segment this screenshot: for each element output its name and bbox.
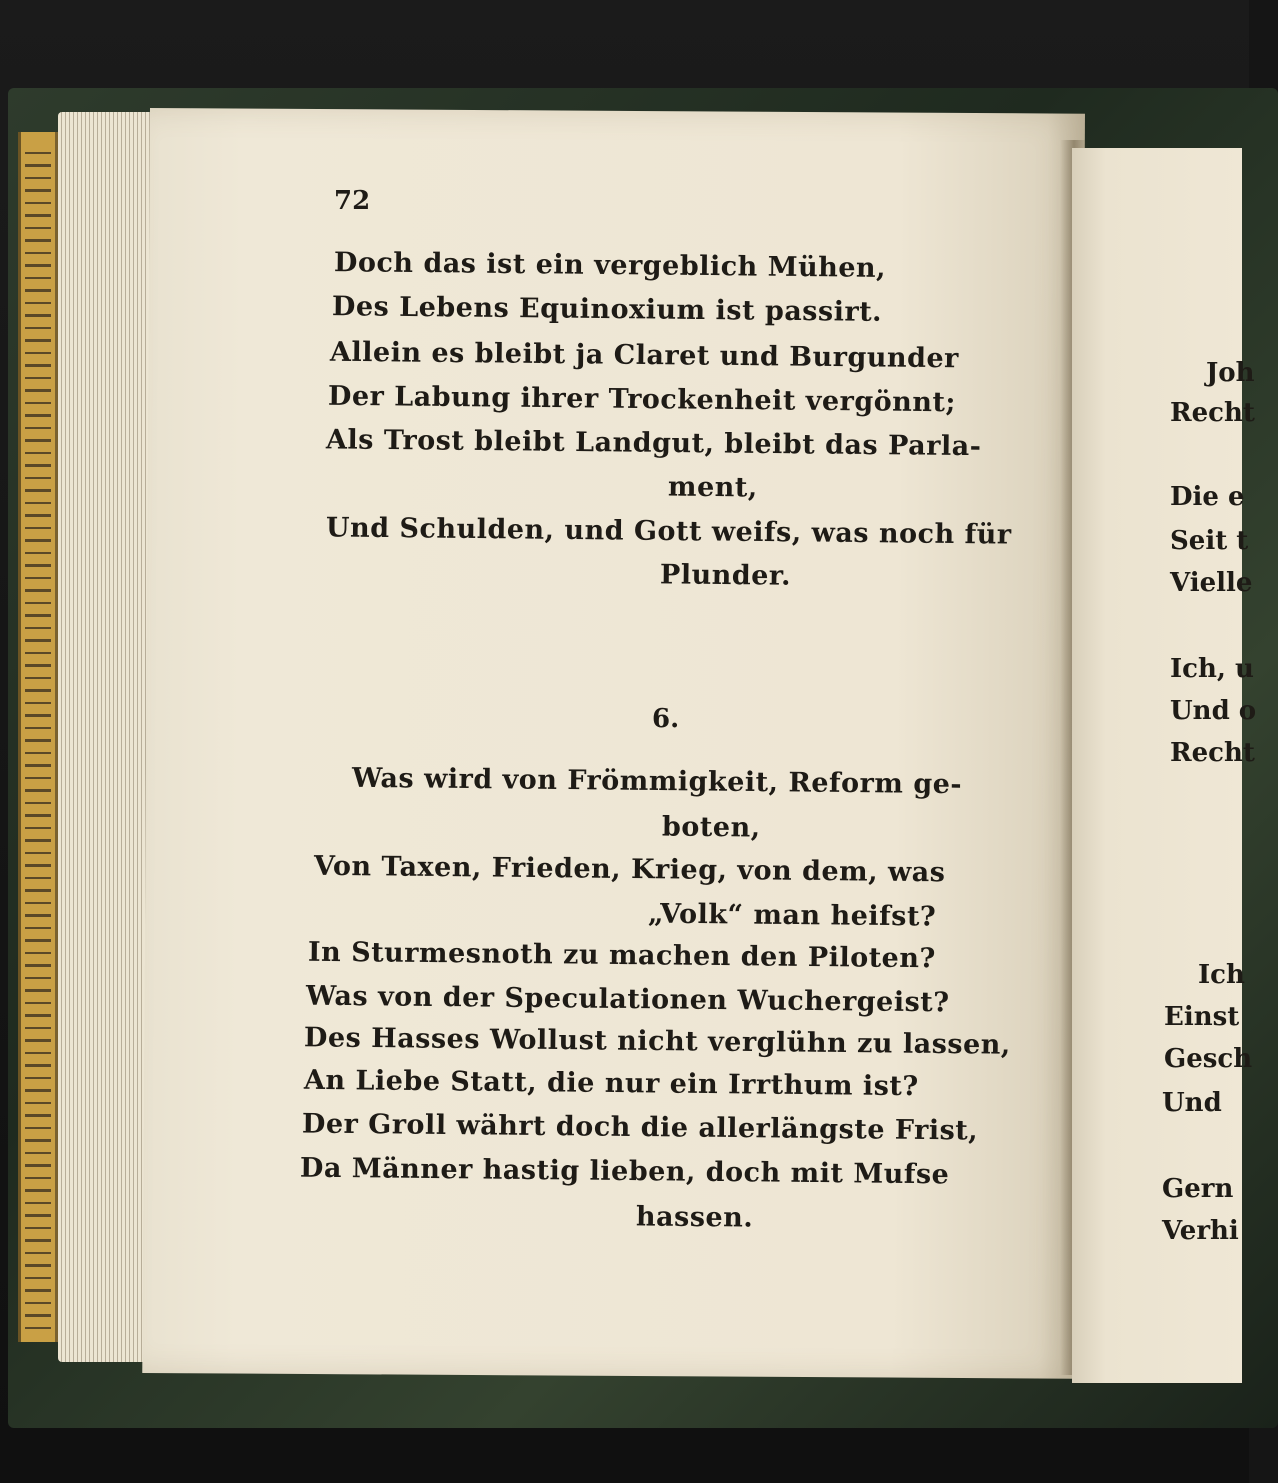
facing-page-line: Joh bbox=[1206, 358, 1255, 388]
poem-line: Und Schulden, und Gott weifs, was noch für bbox=[325, 512, 1012, 551]
spine-ornament bbox=[25, 142, 51, 1332]
poem-line: In Sturmesnoth zu machen den Piloten? bbox=[307, 936, 936, 975]
poem-line: Des Hasses Wollust nicht verglühn zu lassen, bbox=[303, 1022, 1011, 1061]
poem-line-continuation: Plunder. bbox=[659, 559, 792, 592]
facing-page-line: Einst bbox=[1164, 1002, 1240, 1032]
poem-line: Doch das ist ein vergeblich Mühen, bbox=[333, 247, 887, 284]
poem-line-continuation: hassen. bbox=[635, 1201, 754, 1234]
facing-page-line: Die e bbox=[1170, 482, 1245, 512]
facing-page-line: Recht bbox=[1170, 738, 1255, 768]
poem-line-continuation: „Volk“ man heifst? bbox=[647, 898, 937, 933]
poem-line: Von Taxen, Frieden, Krieg, von dem, was bbox=[313, 850, 946, 889]
page-number: 72 bbox=[334, 186, 371, 216]
facing-page-line: Ich bbox=[1198, 960, 1245, 990]
poem-line: Was wird von Frömmigkeit, Reform ge- bbox=[351, 762, 963, 801]
facing-page-line: Gern bbox=[1162, 1174, 1234, 1204]
poem-line: An Liebe Statt, die nur ein Irrthum ist? bbox=[303, 1064, 919, 1103]
section-number: 6. bbox=[652, 704, 680, 734]
facing-page-line: Recht bbox=[1170, 398, 1255, 428]
poem-line: Als Trost bleibt Landgut, bleibt das Parla- bbox=[325, 424, 982, 463]
facing-page-line: Vielle bbox=[1170, 568, 1253, 598]
facing-page-line: Verhi bbox=[1162, 1216, 1239, 1246]
facing-page-line: Und o bbox=[1170, 696, 1257, 726]
poem-line: Der Labung ihrer Trockenheit vergönnt; bbox=[327, 380, 957, 419]
right-page bbox=[1072, 148, 1257, 1383]
facing-page-line: Gesch bbox=[1164, 1044, 1253, 1074]
facing-page-line: Und bbox=[1162, 1088, 1222, 1118]
ornamented-spine-strip bbox=[18, 132, 58, 1342]
facing-page-line: Ich, u bbox=[1170, 654, 1254, 684]
poem-line-continuation: ment, bbox=[667, 471, 758, 504]
poem-line: Allein es bleibt ja Claret und Burgunder bbox=[329, 336, 960, 375]
facing-page-line: Seit t bbox=[1170, 526, 1249, 556]
poem-line: Des Lebens Equinoxium ist passirt. bbox=[331, 291, 883, 328]
poem-line-continuation: boten, bbox=[661, 811, 761, 844]
poem-line: Da Männer hastig lieben, doch mit Mufse bbox=[299, 1152, 950, 1191]
poem-line: Was von der Speculationen Wuchergeist? bbox=[305, 980, 950, 1019]
poem-line: Der Groll währt doch die allerlängste Frist, bbox=[301, 1108, 979, 1147]
